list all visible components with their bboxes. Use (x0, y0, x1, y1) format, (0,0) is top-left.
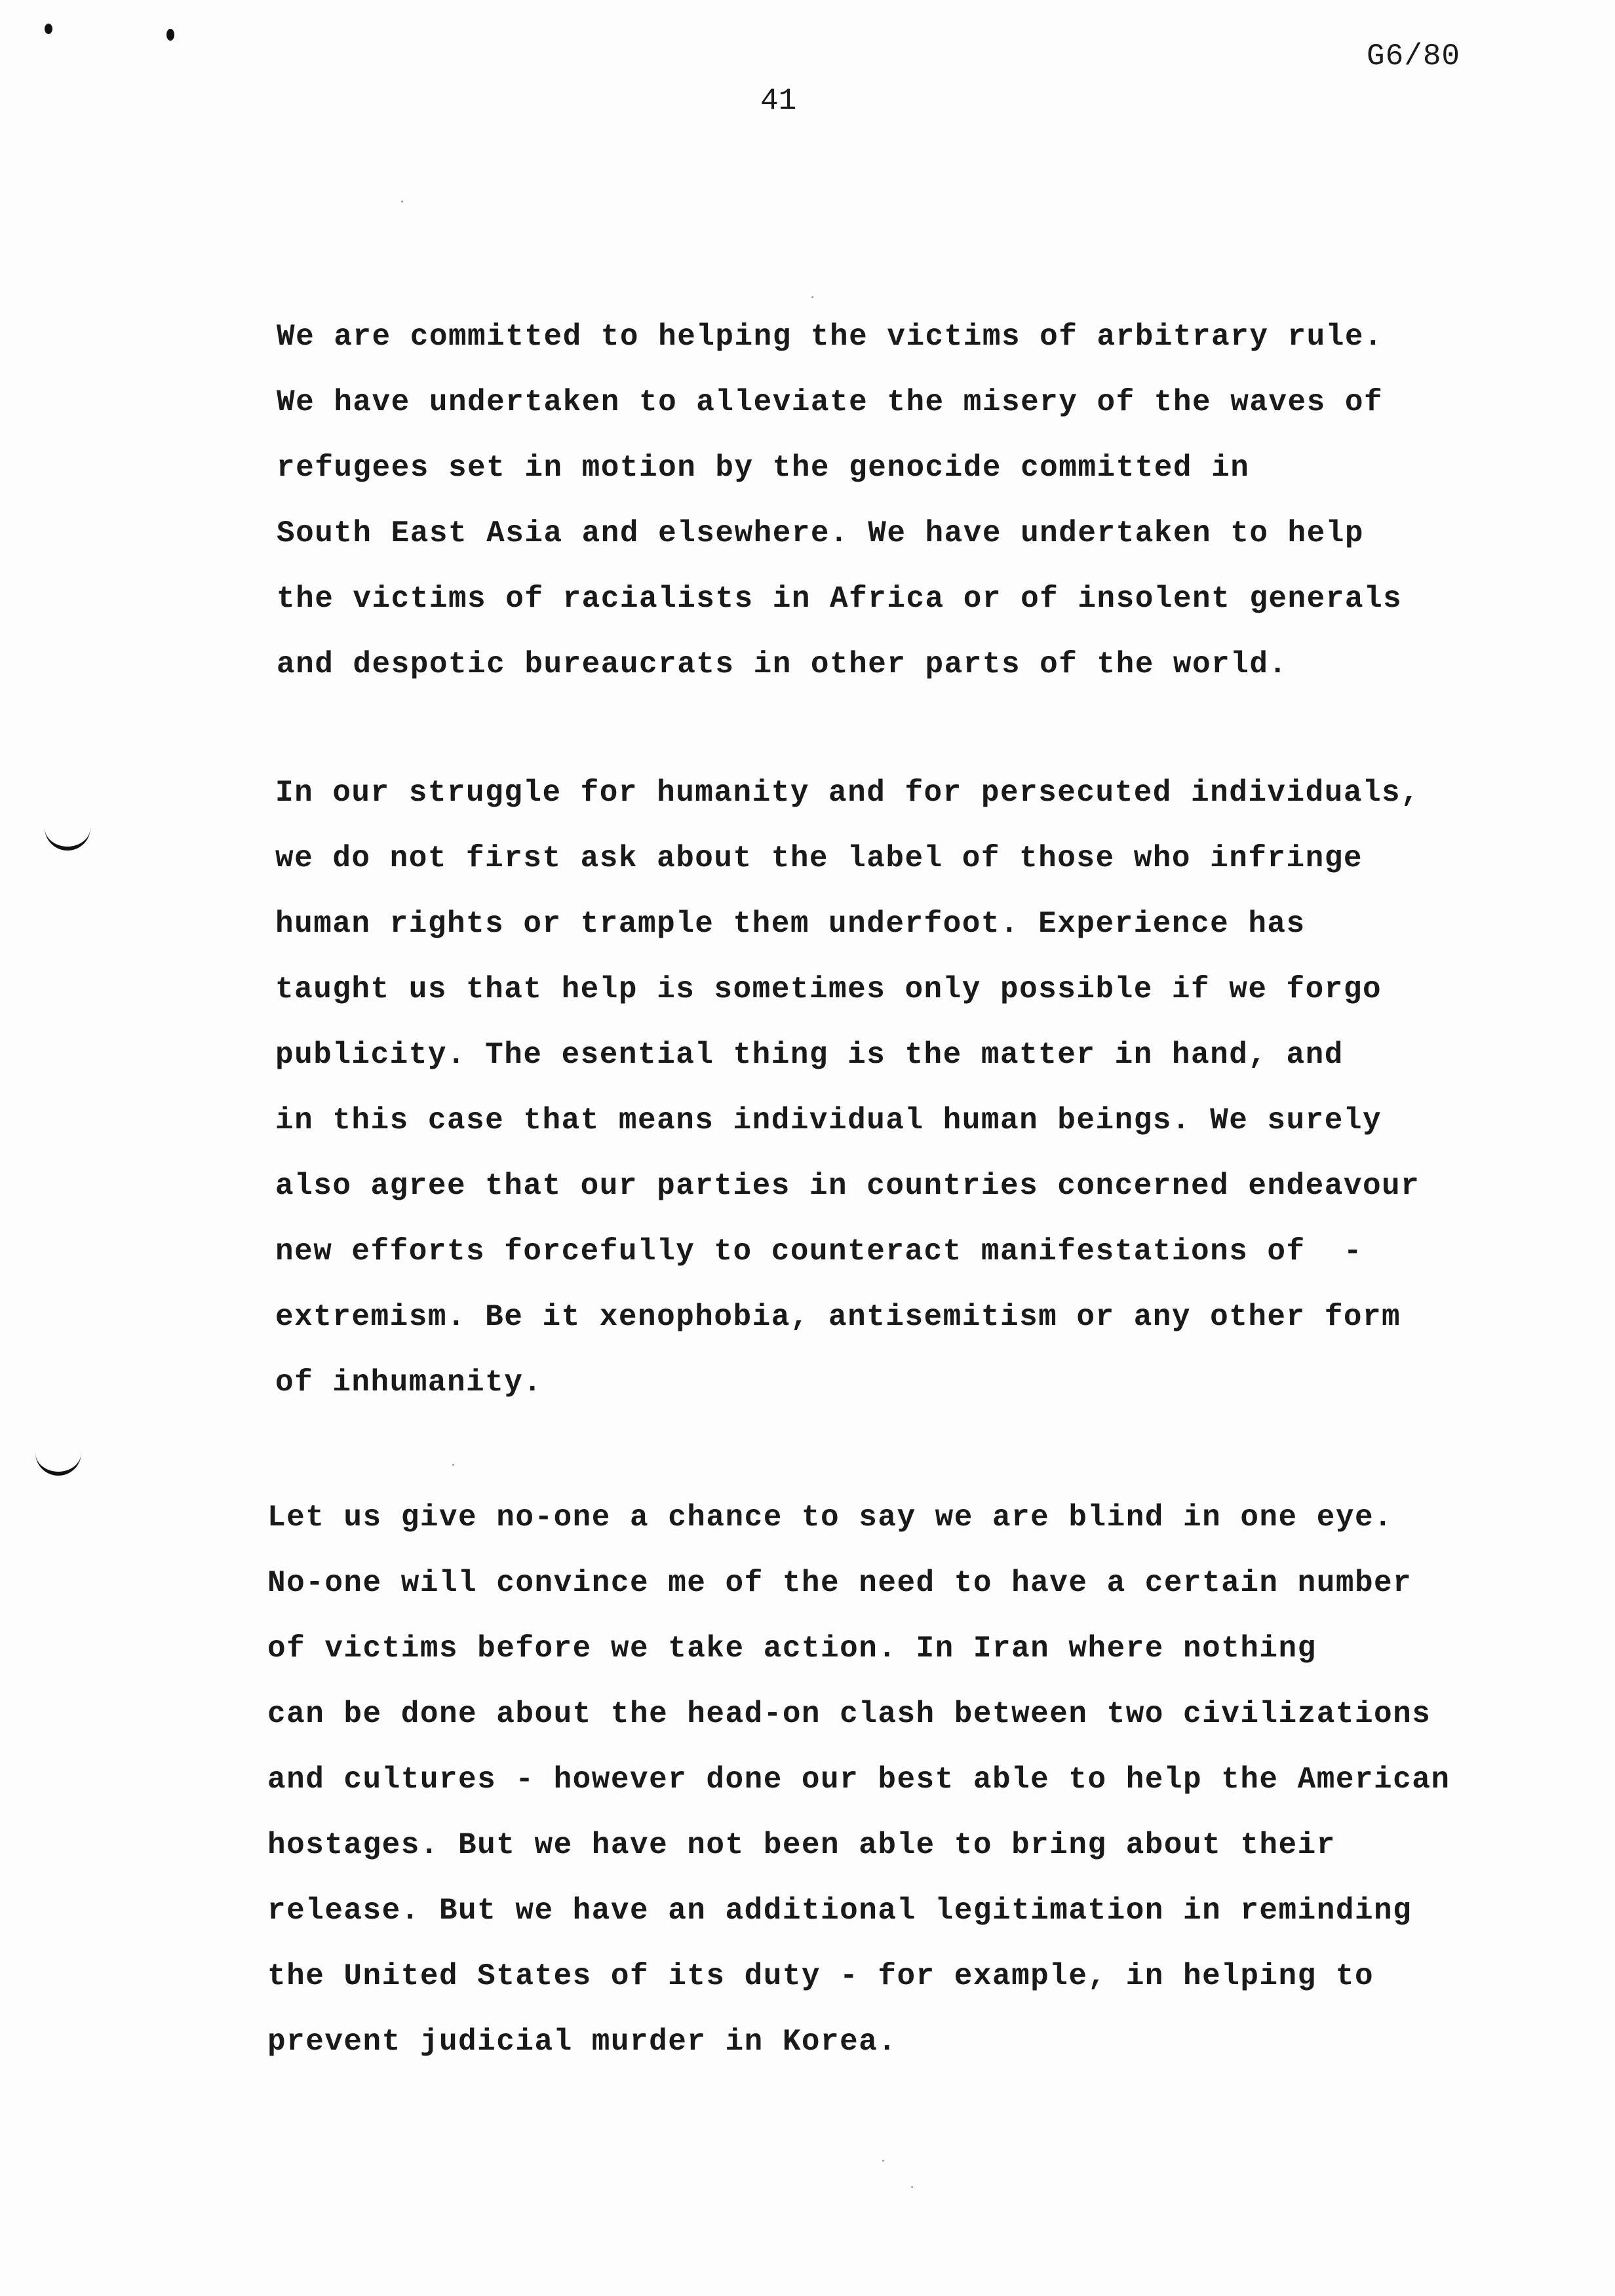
text-line: prevent judicial murder in Korea. (267, 2025, 897, 2059)
text-line: We are committed to helping the victims of arbitrary rule. (277, 320, 1384, 354)
scan-speck (401, 201, 403, 202)
paragraph-1 (277, 304, 1522, 697)
text-line: of inhumanity. (275, 1366, 543, 1400)
text-line: hostages. But we have not been able to bring about their (267, 1828, 1336, 1862)
document-reference: G6/80 (1367, 39, 1461, 73)
text-line: also agree that our parties in countries concerned endeavour (275, 1169, 1420, 1203)
binding-hole-mark (35, 1452, 81, 1476)
text-line: publicity. The esential thing is the matter in hand, and (275, 1038, 1344, 1072)
scan-speck (811, 296, 813, 298)
paragraph-3 (267, 1485, 1513, 2075)
text-line: the United States of its duty - for example, in helping to (267, 1959, 1374, 1993)
scan-speck (452, 1464, 454, 1466)
text-line: and cultures - however done our best able to help the American (267, 1763, 1450, 1797)
text-line: in this case that means individual human beings. We surely (275, 1103, 1382, 1138)
text-line: refugees set in motion by the genocide committed in (277, 451, 1250, 485)
scan-speck (882, 2160, 884, 2162)
paragraph-2 (275, 760, 1521, 1415)
page-number: 41 (760, 84, 797, 118)
punch-dot-mark (166, 29, 174, 41)
text-line: and despotic bureaucrats in other parts of the world. (277, 647, 1288, 681)
text-line: No-one will convince me of the need to have a certain number (267, 1566, 1412, 1600)
punch-dot-mark (45, 24, 52, 34)
text-line: human rights or trample them underfoot. Experience has (275, 907, 1306, 941)
text-line: Let us give no-one a chance to say we are blind in one eye. (267, 1501, 1393, 1535)
text-line: taught us that help is sometimes only possible if we forgo (275, 972, 1382, 1006)
text-line: of victims before we take action. In Iran where nothing (267, 1632, 1317, 1666)
text-line: we do not first ask about the label of those who infringe (275, 841, 1363, 875)
binding-hole-mark (45, 827, 90, 851)
text-line: can be done about the head-on clash between two civilizations (267, 1697, 1431, 1731)
text-line: In our struggle for humanity and for persecuted individuals, (275, 776, 1420, 810)
text-line: South East Asia and elsewhere. We have undertaken to help (277, 516, 1364, 550)
text-line: the victims of racialists in Africa or of insolent generals (277, 582, 1403, 616)
scan-speck (911, 2186, 913, 2188)
text-line: new efforts forcefully to counteract manifestations of - (275, 1234, 1363, 1269)
text-line: release. But we have an additional legitimation in reminding (267, 1894, 1412, 1928)
text-line: We have undertaken to alleviate the misery of the waves of (277, 385, 1384, 419)
text-line: extremism. Be it xenophobia, antisemitism or any other form (275, 1300, 1401, 1334)
